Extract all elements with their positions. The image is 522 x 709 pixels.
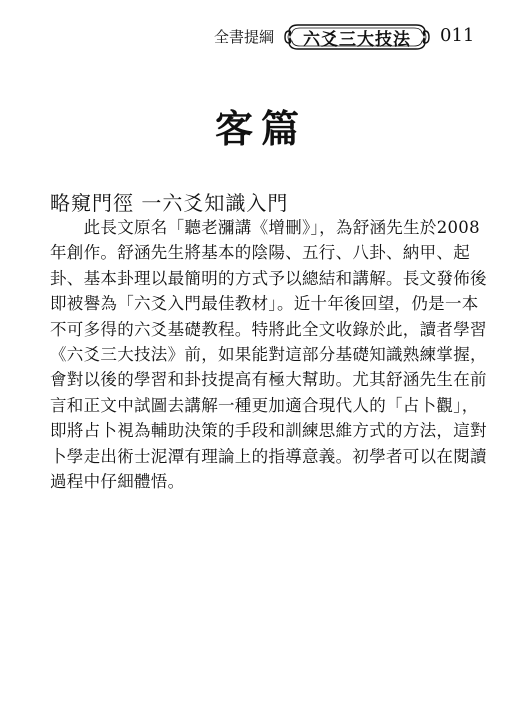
chapter-title: 客篇 [214, 106, 307, 151]
header-title-cartouche [284, 22, 430, 52]
body-line: 不可多得的六爻基礎教程。特將此全文收錄於此，讀者學習 [50, 319, 487, 339]
body-line: 過程中仔細體悟。 [50, 471, 185, 491]
body-line: 《六爻三大技法》前，如果能對這部分基礎知識熟練掌握， [50, 344, 487, 364]
body-line: 卜學走出術士泥潭有理論上的指導意義。初學者可以在閱讀 [50, 446, 487, 466]
running-header [0, 22, 522, 52]
section-heading: 略窺門徑 一六爻知識入門 [50, 191, 289, 215]
body-line: 言和正文中試圖去講解一種更加適合現代人的「占卜觀」， [50, 395, 479, 415]
body-line: 即被譽為「六爻入門最佳教材」。近十年後回望，仍是一本 [50, 294, 479, 314]
header-section-label: 全書提綱 [214, 28, 275, 46]
body-line: 會對以後的學習和卦技提高有極大幫助。尤其舒涵先生在前 [50, 370, 487, 390]
body-paragraph [50, 215, 487, 494]
header-book-title: 六爻三大技法 [303, 30, 411, 50]
body-line: 此長文原名「聽老瀰講《增刪》」，為舒涵先生於2008 [50, 218, 480, 237]
body-line: 即將占卜視為輔助決策的手段和訓練思維方式的方法，這對 [50, 421, 487, 441]
body-line: 卦、基本卦理以最簡明的方式予以總結和講解。長文發佈後 [50, 268, 487, 288]
page-number: 011 [440, 25, 475, 46]
body-line: 年創作。舒涵先生將基本的陰陽、五行、八卦、納甲、起 [50, 243, 470, 263]
